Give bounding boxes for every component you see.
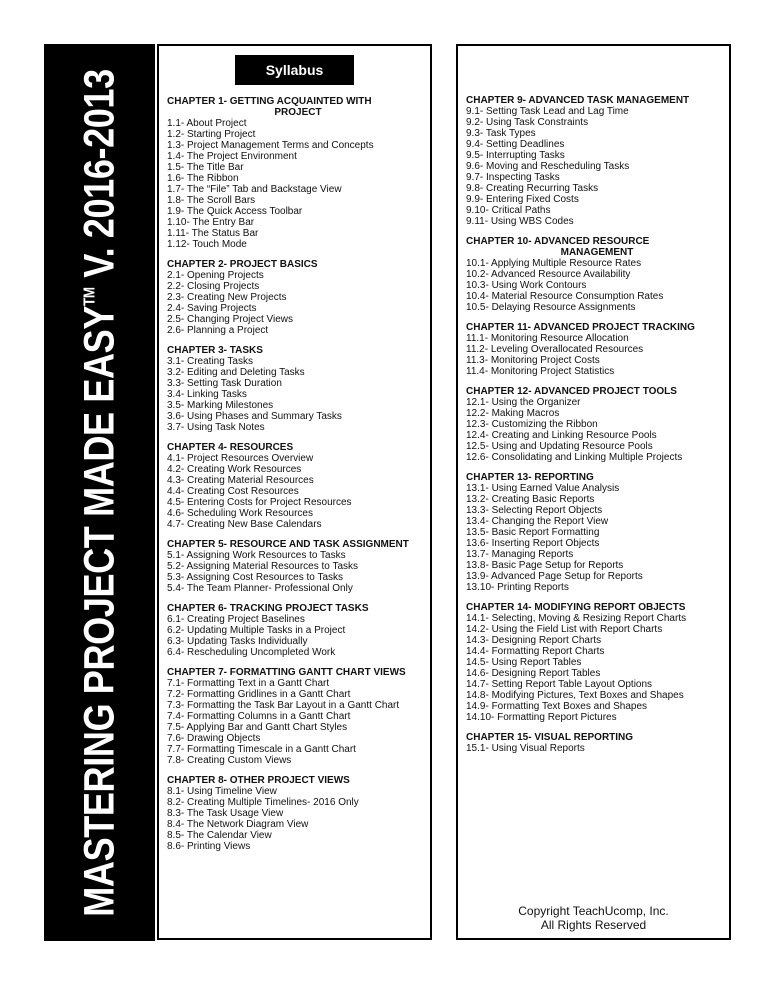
lesson-item: 13.10- Printing Reports: [466, 582, 569, 593]
lesson-item: 5.3- Assigning Cost Resources to Tasks: [167, 572, 344, 583]
lesson-item: 13.7- Managing Reports: [466, 549, 574, 560]
trademark-mark: TM: [81, 286, 98, 306]
chapter-title-text: CHAPTER 6- TRACKING PROJECT TASKS: [167, 603, 369, 614]
lesson-item: 2.5- Changing Project Views: [167, 314, 293, 325]
lesson-item: 7.6- Drawing Objects: [167, 733, 261, 744]
chapter-title: [167, 345, 429, 356]
chapter-section: [466, 236, 728, 313]
lesson-item: 14.1- Selecting, Moving & Resizing Report Charts: [466, 613, 687, 624]
lesson-item: 13.9- Advanced Page Setup for Reports: [466, 571, 643, 582]
lesson-item: 9.5- Interrupting Tasks: [466, 150, 565, 161]
chapter-title: [466, 236, 728, 258]
lesson-item: 7.4- Formatting Columns in a Gantt Chart: [167, 711, 351, 722]
chapter-title: [466, 472, 728, 483]
lesson-item: 14.10- Formatting Report Pictures: [466, 712, 617, 723]
lesson-item: 10.4- Material Resource Consumption Rates: [466, 291, 664, 302]
lesson-item: 15.1- Using Visual Reports: [466, 743, 585, 754]
lesson-item: 13.8- Basic Page Setup for Reports: [466, 560, 624, 571]
lesson-item: 13.5- Basic Report Formatting: [466, 527, 600, 538]
lesson-item: 1.1- About Project: [167, 118, 247, 129]
rights-line: All Rights Reserved: [540, 918, 647, 932]
lesson-item: 7.3- Formatting the Task Bar Layout in a Gantt Chart: [167, 700, 400, 711]
lesson-item: 1.3- Project Management Terms and Concepts: [167, 140, 374, 151]
chapter-title: [466, 732, 728, 743]
lesson-item: 14.7- Setting Report Table Layout Options: [466, 679, 653, 690]
spine-title: [75, 69, 124, 917]
lesson-item: 1.6- The Ribbon: [167, 173, 239, 184]
chapter-title: [167, 259, 429, 270]
lesson-item: 11.1- Monitoring Resource Allocation: [466, 333, 629, 344]
cover-spine: [44, 44, 155, 941]
lesson-item: 14.2- Using the Field List with Report Charts: [466, 624, 663, 635]
lesson-item: 9.7- Inspecting Tasks: [466, 172, 560, 183]
lesson-item: 14.4- Formatting Report Charts: [466, 646, 605, 657]
chapter-section: [466, 95, 728, 227]
lesson-item: 6.1- Creating Project Baselines: [167, 614, 305, 625]
lesson-item: 12.3- Customizing the Ribbon: [466, 419, 598, 430]
chapter-title-text: CHAPTER 4- RESOURCES: [167, 442, 294, 453]
lesson-item: 11.2- Leveling Overallocated Resources: [466, 344, 644, 355]
lesson-item: 10.5- Delaying Resource Assignments: [466, 302, 636, 313]
chapter-title-text: CHAPTER 11- ADVANCED PROJECT TRACKING: [466, 322, 695, 333]
lesson-item: 3.6- Using Phases and Summary Tasks: [167, 411, 342, 422]
lesson-item: 5.2- Assigning Material Resources to Tasks: [167, 561, 359, 572]
chapter-title-text: CHAPTER 10- ADVANCED RESOURCE: [466, 236, 650, 247]
lesson-item: 9.8- Creating Recurring Tasks: [466, 183, 599, 194]
lesson-item: 3.4- Linking Tasks: [167, 389, 247, 400]
chapter-title: [167, 539, 429, 550]
lesson-item: 7.8- Creating Custom Views: [167, 755, 292, 766]
lesson-item: 1.5- The Title Bar: [167, 162, 244, 173]
chapter-title-continuation: MANAGEMENT: [560, 247, 634, 258]
lesson-item: 6.3- Updating Tasks Individually: [167, 636, 308, 647]
lesson-item: 8.6- Printing Views: [167, 841, 251, 852]
lesson-item: 1.10- The Entry Bar: [167, 217, 255, 228]
chapter-title: [466, 95, 728, 106]
lesson-item: 2.3- Creating New Projects: [167, 292, 287, 303]
chapter-section: [167, 539, 429, 594]
lesson-item: 14.5- Using Report Tables: [466, 657, 582, 668]
chapter-section: [466, 386, 728, 463]
lesson-item: 12.4- Creating and Linking Resource Pools: [466, 430, 657, 441]
lesson-item: 4.6- Scheduling Work Resources: [167, 508, 313, 519]
chapter-list-right: [466, 95, 728, 763]
lesson-item: 1.12- Touch Mode: [167, 239, 247, 250]
chapter-section: [466, 602, 728, 723]
syllabus-panel-left: [157, 44, 432, 940]
lesson-item: 13.2- Creating Basic Reports: [466, 494, 595, 505]
chapter-section: [466, 322, 728, 377]
spine-version: V. 2016-2013: [75, 68, 123, 278]
chapter-title: [167, 775, 429, 786]
lesson-item: 8.5- The Calendar View: [167, 830, 272, 841]
lesson-item: 14.3- Designing Report Charts: [466, 635, 602, 646]
lesson-item: 6.4- Rescheduling Uncompleted Work: [167, 647, 336, 658]
chapter-title-text: CHAPTER 1- GETTING ACQUAINTED WITH: [167, 96, 372, 107]
lesson-item: 7.2- Formatting Gridlines in a Gantt Chart: [167, 689, 351, 700]
lesson-item: 12.2- Making Macros: [466, 408, 560, 419]
chapter-section: [466, 472, 728, 593]
lesson-item: 9.6- Moving and Rescheduling Tasks: [466, 161, 630, 172]
chapter-title-text: CHAPTER 7- FORMATTING GANTT CHART VIEWS: [167, 667, 406, 678]
lesson-item: 3.7- Using Task Notes: [167, 422, 265, 433]
chapter-section: [167, 667, 429, 766]
lesson-item: 4.4- Creating Cost Resources: [167, 486, 299, 497]
lesson-item: 13.6- Inserting Report Objects: [466, 538, 600, 549]
lesson-item: 1.7- The “File” Tab and Backstage View: [167, 184, 342, 195]
lesson-item: 1.11- The Status Bar: [167, 228, 259, 239]
syllabus-panel-right: [456, 44, 731, 940]
lesson-item: 8.4- The Network Diagram View: [167, 819, 309, 830]
chapter-section: [167, 259, 429, 336]
chapter-title-text: CHAPTER 12- ADVANCED PROJECT TOOLS: [466, 386, 677, 397]
lesson-item: 3.3- Setting Task Duration: [167, 378, 282, 389]
lesson-item: 12.1- Using the Organizer: [466, 397, 581, 408]
lesson-item: 9.10- Critical Paths: [466, 205, 551, 216]
lesson-item: 9.11- Using WBS Codes: [466, 216, 574, 227]
chapter-title: [167, 96, 429, 118]
copyright-notice: [458, 904, 729, 932]
lesson-item: 1.9- The Quick Access Toolbar: [167, 206, 303, 217]
lesson-item: 2.1- Opening Projects: [167, 270, 264, 281]
chapter-title-text: CHAPTER 2- PROJECT BASICS: [167, 259, 318, 270]
lesson-item: 9.1- Setting Task Lead and Lag Time: [466, 106, 629, 117]
lesson-item: 14.8- Modifying Pictures, Text Boxes and Shapes: [466, 690, 684, 701]
lesson-item: 8.2- Creating Multiple Timelines- 2016 Only: [167, 797, 359, 808]
lesson-item: 5.4- The Team Planner- Professional Only: [167, 583, 353, 594]
lesson-item: 2.2- Closing Projects: [167, 281, 260, 292]
chapter-section: [167, 603, 429, 658]
chapter-title: [466, 322, 728, 333]
chapter-title-text: CHAPTER 15- VISUAL REPORTING: [466, 732, 634, 743]
lesson-item: 9.4- Setting Deadlines: [466, 139, 565, 150]
lesson-item: 5.1- Assigning Work Resources to Tasks: [167, 550, 346, 561]
lesson-item: 4.5- Entering Costs for Project Resources: [167, 497, 352, 508]
chapter-list-left: [167, 96, 429, 861]
lesson-item: 11.3- Monitoring Project Costs: [466, 355, 600, 366]
lesson-item: 1.2- Starting Project: [167, 129, 256, 140]
chapter-title: [466, 602, 728, 613]
lesson-item: 4.1- Project Resources Overview: [167, 453, 314, 464]
lesson-item: 3.5- Marking Milestones: [167, 400, 274, 411]
lesson-item: 4.2- Creating Work Resources: [167, 464, 302, 475]
chapter-title: [167, 667, 429, 678]
lesson-item: 13.4- Changing the Report View: [466, 516, 609, 527]
lesson-item: 12.6- Consolidating and Linking Multiple Projects: [466, 452, 683, 463]
lesson-item: 13.1- Using Earned Value Analysis: [466, 483, 620, 494]
lesson-item: 6.2- Updating Multiple Tasks in a Project: [167, 625, 346, 636]
lesson-item: 8.1- Using Timeline View: [167, 786, 277, 797]
chapter-section: [167, 96, 429, 250]
copyright-line: Copyright TeachUcomp, Inc.: [518, 904, 669, 918]
lesson-item: 1.4- The Project Environment: [167, 151, 297, 162]
chapter-title-text: CHAPTER 13- REPORTING: [466, 472, 594, 483]
chapter-title-text: CHAPTER 5- RESOURCE AND TASK ASSIGNMENT: [167, 539, 409, 550]
chapter-title-continuation: PROJECT: [274, 107, 322, 118]
chapter-title: [466, 386, 728, 397]
lesson-item: 7.1- Formatting Text in a Gantt Chart: [167, 678, 330, 689]
lesson-item: 11.4- Monitoring Project Statistics: [466, 366, 615, 377]
chapter-section: [466, 732, 728, 754]
lesson-item: 9.3- Task Types: [466, 128, 536, 139]
chapter-title-text: CHAPTER 3- TASKS: [167, 345, 263, 356]
chapter-section: [167, 345, 429, 433]
lesson-item: 9.2- Using Task Constraints: [466, 117, 589, 128]
lesson-item: 2.6- Planning a Project: [167, 325, 269, 336]
lesson-item: 10.1- Applying Multiple Resource Rates: [466, 258, 642, 269]
chapter-title: [167, 442, 429, 453]
lesson-item: 10.2- Advanced Resource Availability: [466, 269, 631, 280]
lesson-item: 8.3- The Task Usage View: [167, 808, 284, 819]
lesson-item: 7.5- Applying Bar and Gantt Chart Styles: [167, 722, 348, 733]
lesson-item: 12.5- Using and Updating Resource Pools: [466, 441, 653, 452]
lesson-item: 2.4- Saving Projects: [167, 303, 257, 314]
chapter-section: [167, 775, 429, 852]
lesson-item: 4.3- Creating Material Resources: [167, 475, 314, 486]
chapter-title-text: CHAPTER 8- OTHER PROJECT VIEWS: [167, 775, 350, 786]
syllabus-heading: Syllabus: [235, 55, 354, 85]
lesson-item: 13.3- Selecting Report Objects: [466, 505, 603, 516]
lesson-item: 1.8- The Scroll Bars: [167, 195, 256, 206]
lesson-item: 10.3- Using Work Contours: [466, 280, 587, 291]
lesson-item: 4.7- Creating New Base Calendars: [167, 519, 322, 530]
lesson-item: 7.7- Formatting Timescale in a Gantt Chart: [167, 744, 356, 755]
lesson-item: 9.9- Entering Fixed Costs: [466, 194, 579, 205]
lesson-item: 14.9- Formatting Text Boxes and Shapes: [466, 701, 648, 712]
chapter-section: [167, 442, 429, 530]
chapter-title: [167, 603, 429, 614]
lesson-item: 14.6- Designing Report Tables: [466, 668, 601, 679]
chapter-title-text: CHAPTER 14- MODIFYING REPORT OBJECTS: [466, 602, 686, 613]
chapter-title-text: CHAPTER 9- ADVANCED TASK MANAGEMENT: [466, 95, 690, 106]
lesson-item: 3.2- Editing and Deleting Tasks: [167, 367, 305, 378]
lesson-item: 3.1- Creating Tasks: [167, 356, 253, 367]
spine-title-main: MASTERING PROJECT MADE EASY: [75, 305, 123, 917]
